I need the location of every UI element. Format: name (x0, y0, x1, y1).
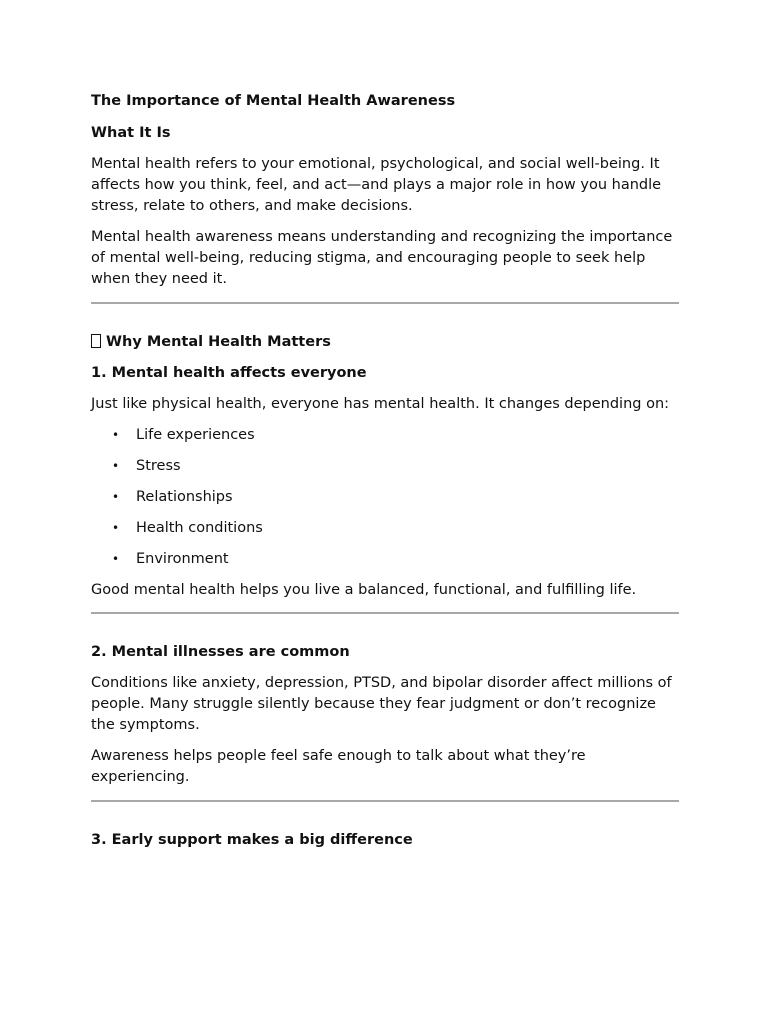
list-item (91, 487, 679, 508)
point-heading-2: 2. Mental illnesses are common (91, 644, 350, 660)
list-item (91, 425, 679, 446)
section-divider (91, 800, 679, 802)
point-heading-1: 1. Mental health affects everyone (91, 365, 367, 381)
paragraph-conditions: Conditions like anxiety, depression, PTSD, and bipolar disorder affect millions of people. Many struggle silently because they fear judgment or don’t recognize the symptoms. (91, 675, 672, 733)
bullet-icon: • (112, 521, 120, 535)
document-title: The Importance of Mental Health Awareness (91, 93, 456, 109)
paragraph-awareness: Mental health awareness means understanding and recognizing the importance of mental well-being, reducing stigma, and encouraging people to seek help when they need it. (91, 229, 673, 287)
missing-glyph-icon (91, 334, 101, 348)
paragraph-definition: Mental health refers to your emotional, psychological, and social well-being. It affects how you think, feel, and act—and plays a major role in how you handle stress, relate to others, and make decisions. (91, 156, 662, 214)
list-item-text: Stress (136, 458, 181, 474)
list-item-text: Environment (136, 551, 229, 567)
paragraph-intro-point-1: Just like physical health, everyone has mental health. It changes depending on: (91, 396, 670, 412)
list-item-text: Relationships (136, 489, 233, 505)
bullet-icon: • (112, 428, 120, 442)
point-heading-3: 3. Early support makes a big difference (91, 832, 413, 848)
bullet-icon: • (112, 490, 120, 504)
list-item-text: Health conditions (136, 520, 263, 536)
factors-list (91, 425, 679, 570)
bullet-icon: • (112, 459, 120, 473)
paragraph-awareness-helps: Awareness helps people feel safe enough to talk about what they’re experiencing. (91, 748, 586, 785)
list-item (91, 456, 679, 477)
section-divider (91, 612, 679, 614)
bullet-icon: • (112, 552, 120, 566)
section-heading-why-matters (91, 332, 679, 353)
section-heading-why-matters-text: Why Mental Health Matters (106, 334, 331, 350)
section-divider (91, 302, 679, 304)
list-item-text: Life experiences (136, 427, 255, 443)
section-heading-what-it-is: What It Is (91, 125, 171, 141)
paragraph-closing-point-1: Good mental health helps you live a balanced, functional, and fulfilling life. (91, 582, 637, 598)
document-body (91, 91, 679, 851)
list-item (91, 549, 679, 570)
list-item (91, 518, 679, 539)
